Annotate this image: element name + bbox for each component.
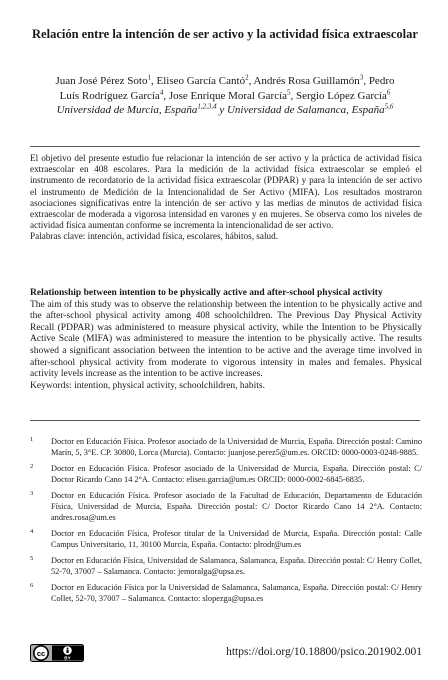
author-sup: 5 (287, 87, 291, 96)
author-sup: 1 (147, 73, 151, 82)
footnote-number: 5 (30, 555, 34, 562)
keywords-english: Keywords: intention, physical activity, schoolchildren, habits. (30, 380, 265, 391)
author-sup: 6 (386, 87, 391, 96)
author-name: Pedro (368, 75, 395, 87)
author-line-2: Luís Rodríguez García$^4$, Jose Enrique Moral García$^5$, Sergio López García$^6$ (59, 87, 391, 102)
footnote-text: Doctor en Educación Física. Profesor asociado de la Universidad de Murcia, España. Dirección postal: Camino Marín, 5, 3°E. CP. 30800, Lorca (Murcia). Contacto: juanjose.perez5@um.es. ORCID: 0000-0003-0248-9885. (51, 437, 422, 457)
footnote-text: Doctor en Educación Física por la Universidad de Salamanca, Salamanca, España. Dirección postal: C/ Henry Collet, 52-70, 37007 – Salamanca. Contacto: slopezga@upsa.es (51, 583, 422, 603)
affiliation-2: Universidad de Salamanca, España (226, 104, 385, 116)
author-name: Andrés Rosa Guillamón (253, 75, 360, 87)
author-name: Juan José Pérez Soto (55, 75, 148, 87)
divider-bottom (30, 420, 420, 421)
author-block (30, 74, 420, 118)
author-name: Sergio López García (296, 89, 387, 102)
footnote (30, 463, 422, 485)
cc-by-license-icon[interactable] (30, 644, 84, 662)
footnote (30, 436, 422, 458)
affiliation-sup: 5,6 (384, 102, 394, 111)
by-badge-text: BY (64, 655, 71, 661)
author-sup: 4 (159, 87, 164, 96)
affiliation-sup: 1,2,3,4 (197, 102, 217, 111)
cc-badge-text: cc (36, 648, 46, 658)
author-name: Jose Enrique Moral García (168, 89, 288, 102)
abstract-english-heading: Relationship between intention to be physically active and after-school physical activity (30, 288, 383, 298)
author-sup: 3 (359, 73, 364, 82)
footnote (30, 582, 422, 604)
footnote-number: 6 (30, 582, 34, 589)
footnotes (30, 436, 422, 609)
abstract-english-text: The aim of this study was to observe the relationship between the intention to be physically active and the after-school physical activity among 408 schoolchildren. The Previous Day Physical Activity Recall (PDPAR) was administered to measure physical activity, while the Intention to be Physically Active Scale (MIFA) was administered to measure the intention to be physically active. The results showed a significant association between the intention to be active and the average time involved in after-school physical activity from moderate to vigorous intensity in males and females. Physical activity levels increase as the intention to be active increases. (30, 299, 422, 380)
article-title: Relación entre la intención de ser activo y la actividad física extraescolar (32, 27, 418, 41)
footnote-number: 3 (30, 490, 34, 497)
author-line-1: Juan José Pérez Soto$^1$, Eliseo García Cantó$^2$, Andrés Rosa Guillamón$^3$, Pedro (55, 73, 395, 87)
footnote (30, 555, 422, 577)
footnote-text: Doctor en Educación Física, Universidad de Salamanca, Salamanca, España. Dirección postal: C/ Henry Collet, 52-70, 37007 – Salamanca. Contacto: jemoralga@upsa.es. (51, 556, 422, 576)
footnote-number: 1 (30, 436, 34, 443)
author-sup: 2 (245, 73, 249, 82)
page-footer (30, 642, 422, 666)
affiliation-1: Universidad de Murcia, España (56, 104, 198, 116)
footnote-text: Doctor en Educación Física. Profesor asociado de la Universidad de Murcia, España. Dirección postal: C/ Doctor Ricardo Cano 14 2°A. Contacto: eliseo.garcia@um.es ORCID: 0000-0002-6845-6835. (51, 464, 422, 484)
abstract-spanish (30, 153, 422, 243)
author-name: Luís Rodríguez García (59, 89, 160, 102)
footnote-text: Doctor en Educación Física, Profesor titular de la Universidad de Murcia, España. Dirección postal: Calle Campus Universitario, 11, 30100 Murcia, España. Contacto: plrodr@um.es (51, 529, 422, 549)
footnote-number: 2 (30, 463, 34, 470)
keywords-spanish: Palabras clave: intención, actividad física, escolares, hábitos, salud. (30, 231, 278, 242)
footnote-text: Doctor en Educación Física. Profesor asociado de la Facultad de Educación, Departamento de Educación Física, Universidad de Murcia, España. Dirección postal: C/ Doctor Ricardo Cano 14 2°A. Contacto: andres.rosa@um.es (51, 491, 422, 522)
divider-top (30, 146, 420, 147)
footnote-number: 4 (30, 528, 34, 535)
doi-link[interactable]: https://doi.org/10.18800/psico.201902.001 (226, 646, 422, 658)
affiliation-joiner: y (219, 104, 225, 116)
footnote (30, 490, 422, 523)
affiliation-line (30, 103, 420, 118)
author-name: Eliseo García Cantó (156, 75, 246, 87)
footnote (30, 528, 422, 550)
abstract-spanish-text: El objetivo del presente estudio fue relacionar la intención de ser activo y la práctica de actividad física extraescolar en 408 escolares. Para la medición de la actividad física extraescolar se empleó el instrumento de recordatorio de la actividad física extraescolar (PDPAR) y para la intención de ser activo el instrumento de Medición de la Intencionalidad de Ser Activo (MIFA). Los resultados mostraron asociaciones significativas entre la intención de ser activo y las medias de minutos de actividad física extraescolar de moderada a vigorosa intensidad en varones y en mujeres. Se observa como los niveles de actividad física aumentan conforme se incrementa la intencionalidad de ser activo. (30, 153, 422, 231)
abstract-english (30, 288, 422, 392)
